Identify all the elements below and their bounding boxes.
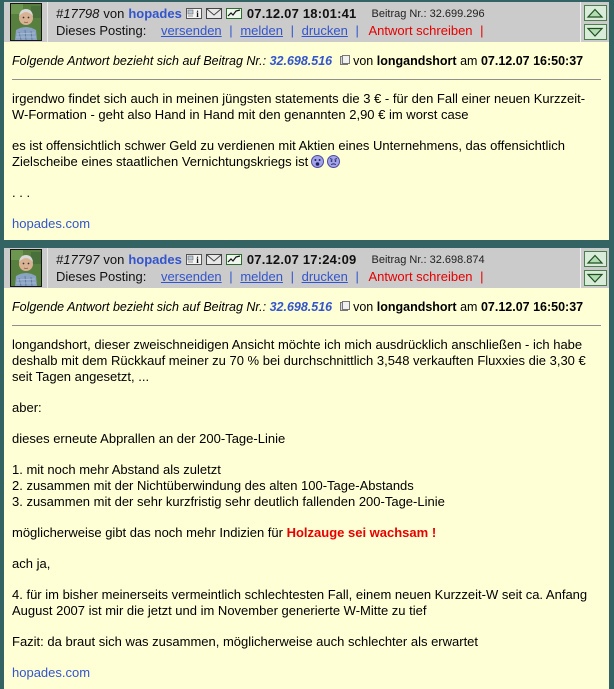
beitrag-number: 32.699.296 [429,7,485,20]
beitrag-label: Beitrag Nr.: [371,7,427,20]
separator: | [290,269,294,284]
post-paragraph: dieses erneute Abprallen an der 200-Tage-Linie [12,431,286,446]
user-info-icon[interactable] [186,8,202,19]
post-paragraph: ach ja, [12,556,51,571]
post-number: #17798 [56,6,100,21]
mail-icon[interactable] [206,8,222,19]
melden-link[interactable]: melden [240,269,283,284]
post-paragraph: aber: [12,400,42,415]
post-paragraph: longandshort, dieser zweischneidigen Ansicht möchte ich mich ausdrücklich anschließen - ich habe deshalb mit dem Rückkauf meiner zu 70 % bei durchschnittlich 3,548 verkauften Fluxxies die 3,30 € seit Tagen angesetzt, ... [12,337,586,384]
melden-link[interactable]: melden [240,23,283,38]
separator: | [480,23,484,38]
hopades-com-link[interactable]: hopades.com [12,216,91,231]
post-list [12,462,601,510]
post-header-main [48,2,580,42]
avatar[interactable] [10,3,42,41]
separator: | [355,269,359,284]
separator: | [229,23,233,38]
post-body [4,288,609,689]
separator: | [355,23,359,38]
post-header-row2 [56,269,576,284]
quote-reference-line [12,53,601,69]
quote-reference-line [12,299,601,315]
separator: | [229,269,233,284]
post-body [4,42,609,240]
chart-icon[interactable] [226,254,242,265]
post-header [4,248,609,288]
quote-von-label: von [353,54,374,68]
drucken-link[interactable]: drucken [301,269,348,284]
quote-von-label: von [353,300,374,314]
forum-post-17797 [4,248,609,689]
post-paragraph: 4. für im bisher meinerseits vermeintlich schlechtesten Fall, einem neuen Kurzzeit-W seit ca. Anfang August 2007 ist mir die jetzt und im November generierte W-Mitte zu tief [12,587,588,618]
page-icon[interactable] [340,55,350,65]
quote-am-label: am [460,300,478,314]
quote-prefix: Folgende Antwort bezieht sich auf Beitrag Nr.: [12,300,267,314]
page-icon[interactable] [340,301,350,311]
post-header-row1 [56,252,576,267]
mail-icon[interactable] [206,254,222,265]
quote-prefix: Folgende Antwort bezieht sich auf Beitrag Nr.: [12,54,267,68]
hopades-com-link[interactable]: hopades.com [12,665,91,680]
von-label: von [103,252,125,267]
versenden-link[interactable]: versenden [160,269,222,284]
scroll-up-button[interactable] [584,251,607,267]
post-paragraph [12,525,601,541]
post-datetime: 07.12.07 18:01:41 [246,6,357,21]
scroll-down-button[interactable] [584,270,607,286]
paragraph-text: es ist offensichtlich schwer Geld zu verdienen mit Aktien eines Unternehmens, das offensichtlich Zielscheibe eines staatlichen Vernichtungskriegs ist [12,138,566,169]
quote-author: longandshort [376,300,457,314]
chart-icon[interactable] [226,8,242,19]
scroll-down-button[interactable] [584,24,607,40]
scroll-up-button[interactable] [584,5,607,21]
avatar-cell [4,2,48,42]
quote-datetime: 07.12.07 16:50:37 [480,54,584,68]
author-link[interactable]: hopades [128,252,182,267]
warning-text: Holzauge sei wachsam ! [286,525,437,540]
list-item: 2. zusammen mit der Nichtüberwindung des alten 100-Tage-Abstands [12,478,414,493]
beitrag-nr [371,254,484,266]
shocked-smiley-icon [311,155,324,168]
antwort-schreiben-link[interactable]: Antwort schreiben [368,23,473,38]
post-paragraph: . . . [12,185,31,200]
post-nav-arrows [580,2,609,42]
separator: | [290,23,294,38]
quote-ref-link[interactable]: 32.698.516 [269,54,333,68]
beitrag-nr [371,8,484,20]
post-paragraph: irgendwo findet sich auch in meinen jüngsten statements die 3 € - für den Fall einer neuen Kurzzeit-W-Formation - geht also Hand in Hand mit den genannten 2,90 € im worst case [12,91,586,122]
post-paragraph: Fazit: da braut sich was zusammen, möglicherweise auch schlechter als erwartet [12,634,479,649]
author-link[interactable]: hopades [128,6,182,21]
list-item: 3. zusammen mit der sehr kurzfristig sehr deutlich fallenden 200-Tage-Linie [12,494,445,509]
quote-divider [12,325,601,326]
avatar[interactable] [10,249,42,287]
quote-author: longandshort [376,54,457,68]
avatar-cell [4,248,48,288]
paragraph-text: möglicherweise gibt das noch mehr Indizien für [12,525,287,540]
quote-datetime: 07.12.07 16:50:37 [480,300,584,314]
von-label: von [103,6,125,21]
post-header-main [48,248,580,288]
list-item: 1. mit noch mehr Abstand als zuletzt [12,462,221,477]
beitrag-number: 32.698.874 [429,253,485,266]
posting-label: Dieses Posting: [56,269,147,284]
quote-divider [12,79,601,80]
posting-label: Dieses Posting: [56,23,147,38]
post-header-row1 [56,6,576,21]
post-paragraph [12,138,601,170]
drucken-link[interactable]: drucken [301,23,348,38]
forum-post-17798 [4,2,609,240]
post-header [4,2,609,42]
post-header-row2 [56,23,576,38]
post-number: #17797 [56,252,100,267]
antwort-schreiben-link[interactable]: Antwort schreiben [368,269,473,284]
post-datetime: 07.12.07 17:24:09 [246,252,357,267]
separator: | [480,269,484,284]
quote-am-label: am [460,54,478,68]
versenden-link[interactable]: versenden [160,23,222,38]
quote-ref-link[interactable]: 32.698.516 [269,300,333,314]
confused-smiley-icon [327,155,340,168]
post-nav-arrows [580,248,609,288]
user-info-icon[interactable] [186,254,202,265]
beitrag-label: Beitrag Nr.: [371,253,427,266]
